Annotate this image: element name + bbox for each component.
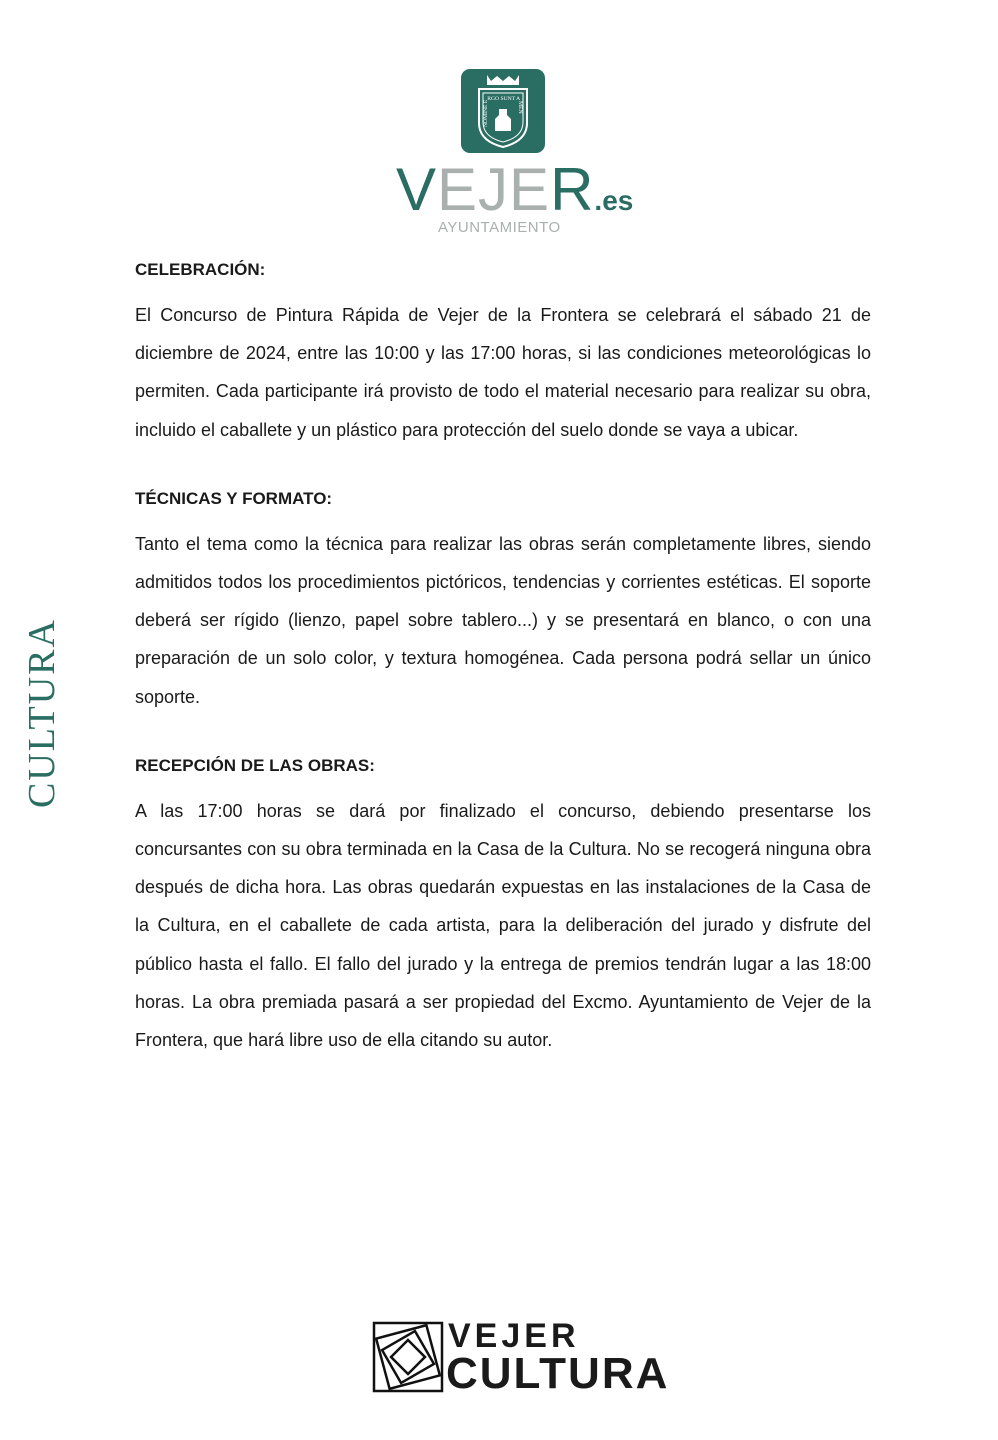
- municipal-crest-logo: [461, 69, 545, 153]
- section-heading: RECEPCIÓN DE LAS OBRAS:: [135, 755, 375, 775]
- section-text: A las 17:00 horas se dará por finalizado el concurso, debiendo presentarse los concursantes con su obra terminada en la Casa de la Cultura. No se recogerá ninguna obra después de dicha hora. Las obras quedarán expuestas en las instalaciones de la Casa de la Cultura, en el caballete de cada artista, para la deliberación del jurado y disfrute del público hasta el fallo. El fallo del jurado y la entrega de premios tendrán lugar a las 18:00 horas. La obra premiada pasará a ser propiedad del Excmo. Ayuntamiento de Vejer de la Frontera, que hará libre uso de ella citando su autor.: [135, 800, 871, 1051]
- logo-suffix: .es: [594, 185, 634, 216]
- crest-icon: [461, 69, 545, 153]
- logo-line-cultura: CULTURA: [446, 1349, 670, 1398]
- section-text: Tanto el tema como la técnica para realizar las obras serán completamente libres, siendo admitidos todos los procedimientos pictóricos, tendencias y corrientes estéticas. El soporte deberá ser rígido (lienzo, papel sobre tablero...) y se presentará en blanco, o con una preparación de un solo color, y textura homogénea. Cada persona podrá sellar un único soporte.: [135, 533, 871, 707]
- crest-motto-text: NOMINE ERGO SUNT AMEN: [483, 96, 523, 127]
- side-label: CULTURA: [21, 618, 63, 808]
- logo-letters: EJE: [437, 156, 551, 223]
- logo-line-vejer: VEJER: [448, 1317, 580, 1355]
- section-heading: TÉCNICAS Y FORMATO:: [135, 488, 333, 508]
- vejer-es-wordmark: [396, 156, 634, 223]
- document-body: [135, 258, 871, 1097]
- nested-squares-icon: [372, 1321, 444, 1393]
- section-text: El Concurso de Pintura Rápida de Vejer de la Frontera se celebrará el sábado 21 de diciembre de 2024, entre las 10:00 y las 17:00 horas, si las condiciones meteorológicas lo permiten. Cada participante irá provisto de todo el material necesario para realizar su obra, incluido el caballete y un plástico para protección del suelo donde se vaya a ubicar.: [135, 305, 871, 440]
- ayuntamiento-label: AYUNTAMIENTO: [438, 219, 561, 236]
- section-heading: CELEBRACIÓN:: [135, 260, 266, 279]
- logo-letter: V: [396, 156, 438, 223]
- logo-letter: R: [550, 156, 595, 223]
